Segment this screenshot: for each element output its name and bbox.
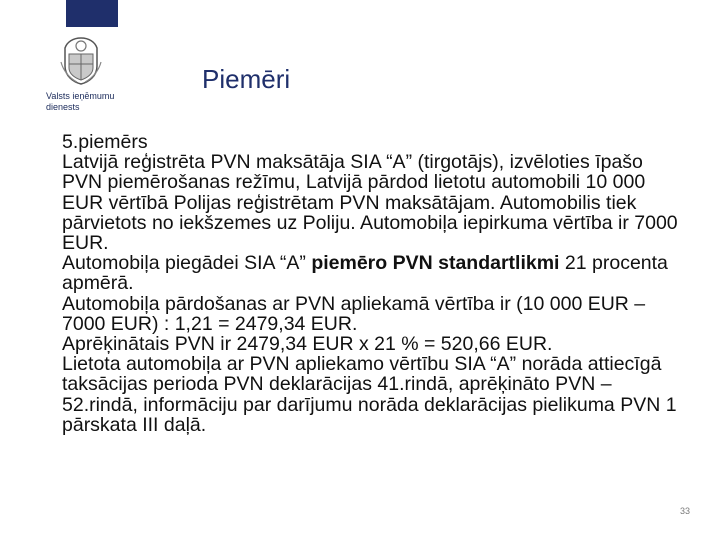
paragraph-2-bold: piemēro PVN standartlikmi xyxy=(311,252,560,275)
paragraph-1: Latvijā reģistrēta PVN maksātāja SIA “A” (tirgotājs), izvēloties īpašo PVN piemērošanas režīmu, Latvijā pārdod lietotu automobili 10 000 EUR vērtībā Polijas reģistrētam PVN maksātājam. Automobilis tiek pārvietots no iekšzemes uz Poliju. Automobiļa iepirkuma vērtība ir 7000 EUR. xyxy=(62,151,678,255)
page-number: 33 xyxy=(679,506,690,516)
paragraph-5: Lietota automobiļa ar PVN apliekamo vērtību SIA “A” norāda attiecīgā taksācijas perioda PVN deklarācijas 41.rindā, aprēķināto PVN – 52.rindā, informāciju par darījumu norāda deklarācijas pielikuma PVN 1 pārskata III daļā. xyxy=(62,353,677,436)
example-heading: 5.piemērs xyxy=(62,131,148,153)
paragraph-4: Aprēķinātais PVN ir 2479,34 EUR x 21 % = 520,66 EUR. xyxy=(62,333,553,356)
logo-text-line1: Valsts ieņēmumu xyxy=(46,91,115,101)
header-bar xyxy=(66,0,118,27)
slide-body xyxy=(62,132,688,435)
page-title: Piemēri xyxy=(202,64,291,94)
paragraph-2-text: Automobiļa piegādei SIA “A” xyxy=(62,252,312,275)
logo-text-line2: dienests xyxy=(46,102,80,112)
coat-of-arms-icon xyxy=(59,36,103,86)
paragraph-2 xyxy=(62,253,688,293)
paragraph-3: Automobiļa pārdošanas ar PVN apliekamā vērtība ir (10 000 EUR – 7000 EUR) : 1,21 = 2479,34 EUR. xyxy=(62,292,646,335)
paragraph-2-rest: 21 procenta apmērā. xyxy=(62,252,668,295)
vid-logo xyxy=(46,36,116,120)
